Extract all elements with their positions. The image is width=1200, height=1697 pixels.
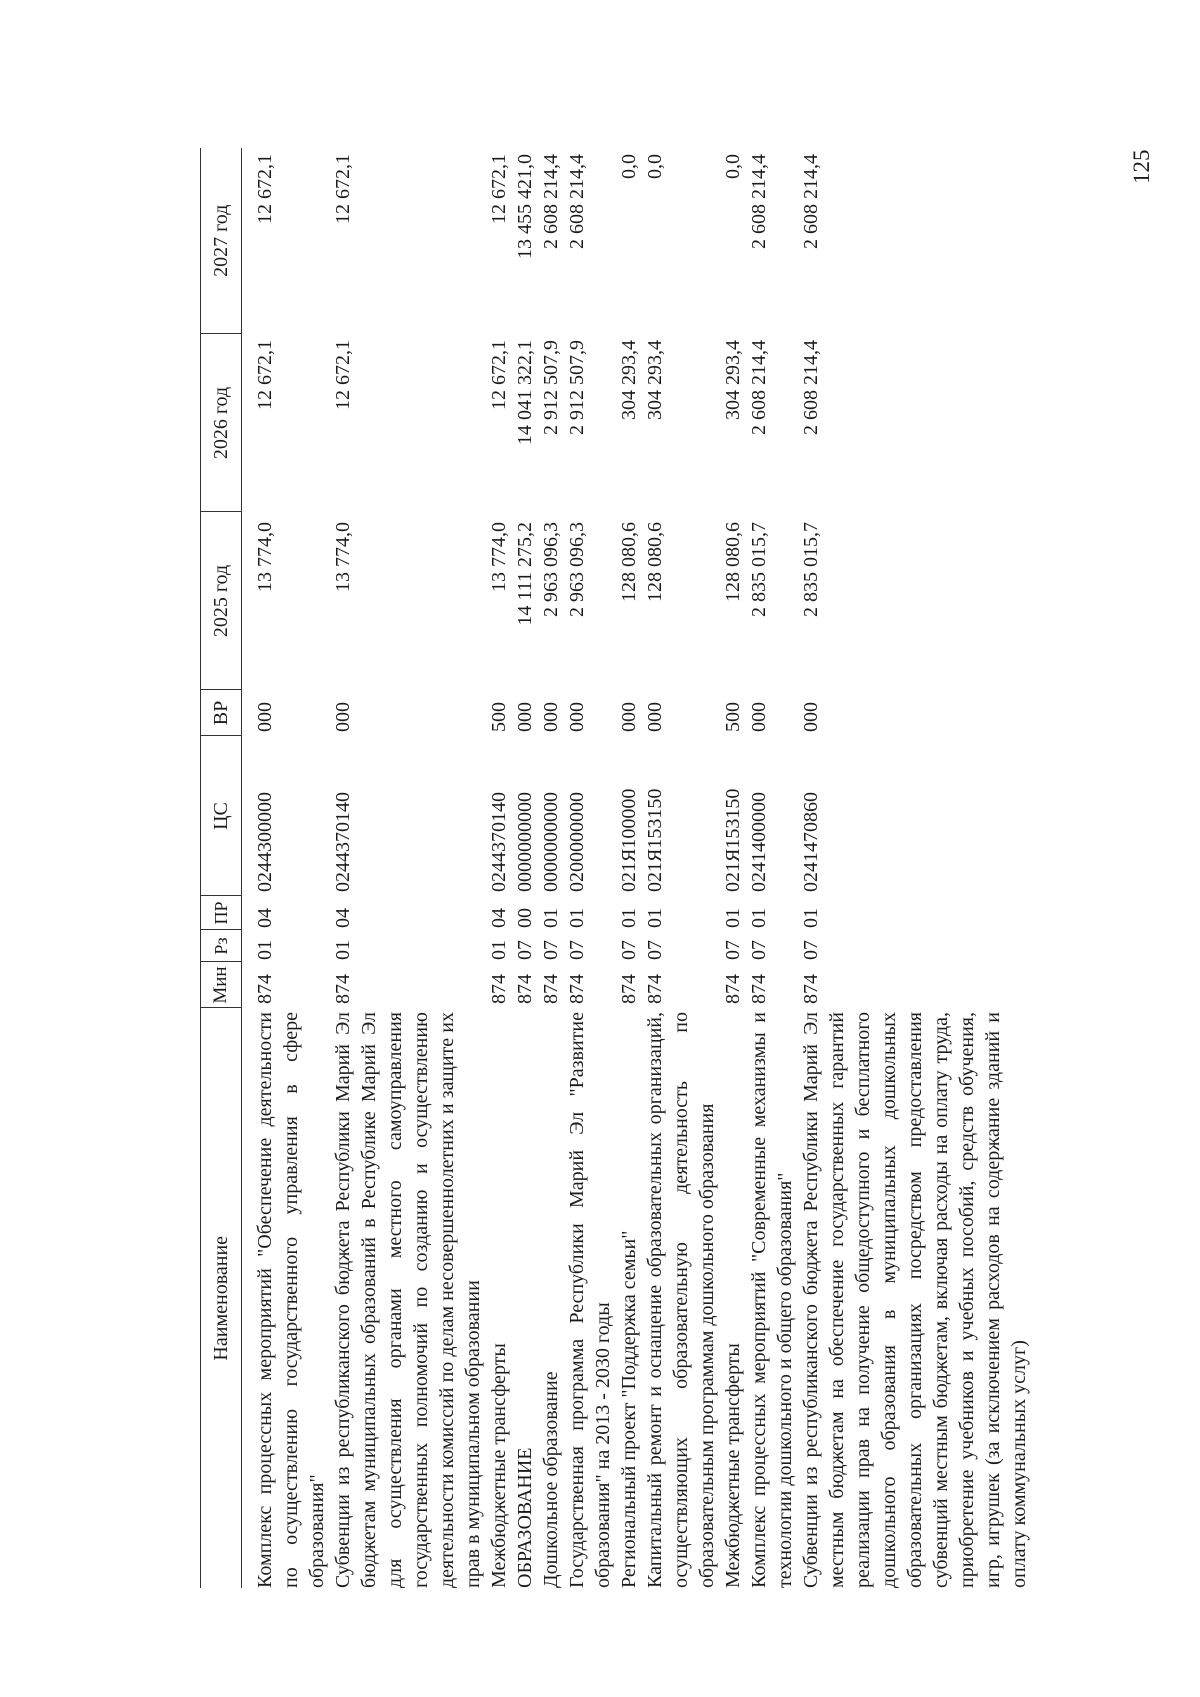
row-pr: 00 <box>514 908 536 928</box>
row-min: 874 <box>566 974 588 1004</box>
row-min: 874 <box>488 974 510 1004</box>
row-cs: 0000000000 <box>540 792 562 892</box>
row-min: 874 <box>748 974 770 1004</box>
row-2026: 304 293,4 <box>722 340 744 420</box>
row-2025: 14 111 275,2 <box>514 522 536 626</box>
row-2026: 14 041 322,1 <box>514 340 536 445</box>
table-row <box>252 148 330 1588</box>
row-rz: 07 <box>644 940 666 960</box>
header-2027: 2027 год <box>201 148 242 334</box>
row-pr: 04 <box>332 908 354 928</box>
row-cs: 0200000000 <box>566 792 588 892</box>
row-vr: 000 <box>566 702 588 732</box>
header-min: Мин <box>201 962 242 1008</box>
header-2026: 2026 год <box>201 334 242 512</box>
row-2026: 2 608 214,4 <box>800 340 822 435</box>
table-row <box>616 148 642 1588</box>
row-rz: 01 <box>254 940 276 960</box>
row-pr: 04 <box>254 908 276 928</box>
row-cs: 021Я153150 <box>722 788 744 892</box>
row-min: 874 <box>540 974 562 1004</box>
table-row <box>642 148 720 1588</box>
row-name: Региональный проект "Поддержка семьи" <box>618 1230 640 1588</box>
row-min: 874 <box>722 974 744 1004</box>
row-2027: 12 672,1 <box>488 154 510 224</box>
row-min: 874 <box>644 974 666 1004</box>
row-rz: 07 <box>514 940 536 960</box>
row-2027: 0,0 <box>722 154 744 179</box>
row-cs: 0000000000 <box>514 792 536 892</box>
row-name: ОБРАЗОВАНИЕ <box>514 1447 536 1588</box>
row-min: 874 <box>254 974 276 1004</box>
row-min: 874 <box>800 974 822 1004</box>
row-2027: 2 608 214,4 <box>748 154 770 249</box>
row-pr: 04 <box>488 908 510 928</box>
row-2025: 2 963 096,3 <box>566 522 588 617</box>
row-vr: 500 <box>488 702 510 732</box>
row-vr: 000 <box>514 702 536 732</box>
table-row <box>330 148 486 1588</box>
row-name: Межбюджетные трансферты <box>488 1343 510 1588</box>
row-name: Комплекс процессных мероприятий "Обеспечение деятельности по осуществлению государственного управления в сфере образования" <box>254 1012 328 1588</box>
header-name: Наименование <box>201 1008 242 1588</box>
header-cs: ЦС <box>201 736 242 896</box>
header-rz: Рз <box>201 930 242 962</box>
row-cs: 021Я153150 <box>644 788 666 892</box>
row-rz: 07 <box>748 940 770 960</box>
row-cs: 0244370140 <box>332 792 354 892</box>
row-2026: 304 293,4 <box>644 340 666 420</box>
row-pr: 01 <box>644 908 666 928</box>
row-2025: 13 774,0 <box>332 522 354 592</box>
row-2026: 12 672,1 <box>254 340 276 410</box>
row-name: Дошкольное образование <box>540 1371 562 1588</box>
row-2025: 13 774,0 <box>254 522 276 592</box>
row-name: Комплекс процессных мероприятий "Современные механизмы и технологии дошкольного и общего образования" <box>748 1012 796 1588</box>
row-pr: 01 <box>800 908 822 928</box>
table-row <box>746 148 798 1588</box>
row-vr: 000 <box>540 702 562 732</box>
row-2025: 2 963 096,3 <box>540 522 562 617</box>
row-rz: 07 <box>540 940 562 960</box>
row-2027: 12 672,1 <box>254 154 276 224</box>
row-2027: 12 672,1 <box>332 154 354 224</box>
row-2025: 2 835 015,7 <box>800 522 822 617</box>
row-2027: 2 608 214,4 <box>540 154 562 249</box>
row-2026: 2 912 507,9 <box>540 340 562 435</box>
table-row <box>512 148 538 1588</box>
header-pr: ПР <box>201 896 242 930</box>
row-name: Капитальный ремонт и оснащение образовательных организаций, осуществляющих образовательную деятельность по образовательным программам дошкольного образования <box>644 1012 718 1588</box>
table-row <box>564 148 616 1588</box>
table-row <box>538 148 564 1588</box>
row-vr: 000 <box>332 702 354 732</box>
row-min: 874 <box>332 974 354 1004</box>
row-cs: 021Я100000 <box>618 788 640 892</box>
page-number: 125 <box>1129 149 1154 184</box>
row-2027: 0,0 <box>618 154 640 179</box>
row-vr: 000 <box>618 702 640 732</box>
row-rz: 07 <box>800 940 822 960</box>
row-cs: 0241400000 <box>748 792 770 892</box>
row-2026: 2 608 214,4 <box>748 340 770 435</box>
row-name: Субвенции из республиканского бюджета Республики Марий Эл местным бюджетам на обеспечение государственных гарантий реализации прав на получение общедоступного и бесплатного дошкольного образования в муниципальных дошкольных образовательных организациях посредством предоставления субвенций местным бюджетам, включая расходы на оплату труда, приобретение учебников и учебных пособий, средств обучения, игр, игрушек (за исключением расходов на содержание зданий и оплату коммунальных услуг) <box>800 1012 1030 1588</box>
row-name: Субвенции из республиканского бюджета Республики Марий Эл бюджетам муниципальных образований в Республике Марий Эл для осуществления органами местного самоуправления государственных полномочий по созданию и осуществлению деятельности комиссий по делам несовершеннолетних и защите их прав в муниципальном образовании <box>332 1012 484 1588</box>
rotated-table-area <box>200 148 1030 1588</box>
row-2027: 2 608 214,4 <box>566 154 588 249</box>
row-vr: 000 <box>254 702 276 732</box>
row-2027: 13 455 421,0 <box>514 154 536 259</box>
budget-table <box>200 148 1032 1588</box>
row-2026: 12 672,1 <box>488 340 510 410</box>
table-row <box>486 148 512 1588</box>
row-vr: 000 <box>644 702 666 732</box>
row-vr: 000 <box>748 702 770 732</box>
row-cs: 0241470860 <box>800 792 822 892</box>
row-2027: 0,0 <box>644 154 666 179</box>
row-rz: 07 <box>566 940 588 960</box>
row-min: 874 <box>514 974 536 1004</box>
row-rz: 01 <box>332 940 354 960</box>
table-row <box>798 148 1032 1588</box>
row-cs: 0244370140 <box>488 792 510 892</box>
row-vr: 500 <box>722 702 744 732</box>
row-cs: 0244300000 <box>254 792 276 892</box>
row-pr: 01 <box>748 908 770 928</box>
row-2025: 13 774,0 <box>488 522 510 592</box>
row-2025: 128 080,6 <box>644 522 666 602</box>
row-2027: 2 608 214,4 <box>800 154 822 249</box>
row-2025: 2 835 015,7 <box>748 522 770 617</box>
header-2025: 2025 год <box>201 512 242 690</box>
row-2025: 128 080,6 <box>722 522 744 602</box>
row-rz: 01 <box>488 940 510 960</box>
row-name: Межбюджетные трансферты <box>722 1343 744 1588</box>
header-vr: ВР <box>201 690 242 736</box>
row-rz: 07 <box>722 940 744 960</box>
row-vr: 000 <box>800 702 822 732</box>
row-min: 874 <box>618 974 640 1004</box>
row-2025: 128 080,6 <box>618 522 640 602</box>
row-pr: 01 <box>618 908 640 928</box>
table-header-row <box>201 148 242 1588</box>
row-pr: 01 <box>722 908 744 928</box>
row-rz: 07 <box>618 940 640 960</box>
row-2026: 304 293,4 <box>618 340 640 420</box>
row-2026: 2 912 507,9 <box>566 340 588 435</box>
table-row <box>720 148 746 1588</box>
row-pr: 01 <box>540 908 562 928</box>
row-2026: 12 672,1 <box>332 340 354 410</box>
row-name: Государственная программа Республики Марий Эл "Развитие образования" на 2013 - 2030 годы <box>566 1012 614 1588</box>
row-pr: 01 <box>566 908 588 928</box>
